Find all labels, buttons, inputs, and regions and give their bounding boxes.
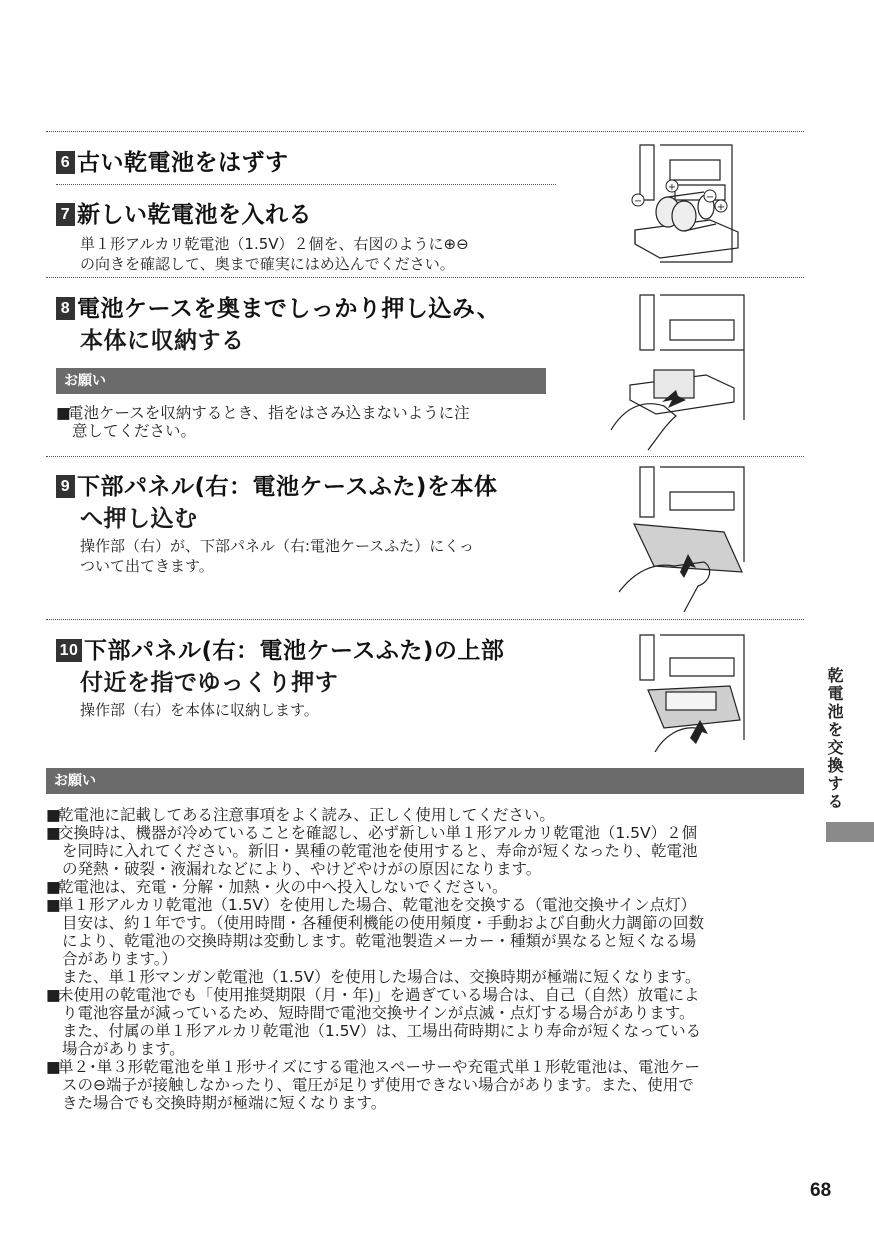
- step-number: 10: [56, 639, 82, 662]
- step-title-text: 古い乾電池をはずす: [77, 150, 289, 176]
- case-push-illustration: [606, 290, 750, 456]
- step-number: 7: [56, 203, 75, 226]
- notice-item: ■乾電池に記載してある注意事項をよく読み、正しく使用してください。: [46, 806, 555, 824]
- minus-icon: −: [633, 196, 643, 207]
- step-title-text: 下部パネル(右：電池ケースふた)を本体: [77, 474, 498, 500]
- step-10-title: [56, 636, 504, 666]
- step-number: 6: [56, 151, 75, 174]
- desc-line: ついて出てきます。: [80, 557, 214, 575]
- desc-line: 単１形アルカリ乾電池（1.5V）２個を、右図のように⊕⊖: [80, 235, 469, 253]
- notice-large-list: [46, 806, 704, 1112]
- step-10-title-cont: 付近を指でゆっくり押す: [80, 670, 339, 696]
- section-tab: 乾電池を交換する: [825, 667, 844, 811]
- bullet-square-icon: ■: [46, 896, 61, 914]
- step-number: 9: [56, 475, 75, 498]
- bullet-square-icon: ■: [46, 878, 61, 896]
- desc-line: 操作部（右）を本体に収納します。: [80, 701, 319, 719]
- desc-line: の向きを確認して、奥まで確実にはめ込んでください。: [80, 255, 455, 273]
- notice-item: ■乾電池は、充電・分解・加熱・火の中へ投入しないでください。: [46, 878, 508, 896]
- panel-storage-illustration: [630, 630, 750, 752]
- step-title-text: 電池ケースを奥までしっかり押し込み、: [77, 296, 501, 322]
- bullet-square-icon: ■: [46, 806, 61, 824]
- desc-line: 操作部（右）が、下部パネル（右:電池ケースふた）にくっ: [80, 537, 475, 555]
- notice-item: ■単１形アルカリ乾電池（1.5V）を使用した場合、乾電池を交換する（電池交換サイン点灯） 目安は、約１年です。（使用時間・各種便利機能の使用頻度・手動および自動火力調節の回数 により、乾電池の交換時期は変動します。乾電池製造メーカー・種類が異なると短くなる場 合があります。） また、単１形マンガン乾電池（1.5V）を使用した場合は、交換時期が極端に短くなります。: [46, 896, 705, 986]
- step-number: 8: [56, 297, 75, 320]
- separator: [46, 456, 804, 457]
- step-7-description: [80, 234, 469, 274]
- battery-insert-illustration: [620, 140, 750, 268]
- section-tab-marker: [826, 822, 874, 842]
- notice-small-item: ■電池ケースを収納するとき、指をはさみ込まないように注 意してください。: [56, 404, 470, 440]
- bullet-square-icon: ■: [46, 824, 61, 842]
- separator: [56, 184, 556, 185]
- notice-item: ■未使用の乾電池でも「使用推奨期限（月・年)」を過ぎている場合は、自己（自然）放電によ り電池容量が減っているため、短時間で電池交換サインが点滅・点灯する場合があります。 また、付属の単１形アルカリ乾電池（1.5V）は、工場出荷時期により寿命が短くなっている 場合があります。: [46, 986, 702, 1058]
- separator: [46, 277, 804, 278]
- separator: [46, 131, 804, 132]
- notice-header-small: お願い: [56, 368, 546, 394]
- minus-icon: −: [705, 192, 715, 203]
- bullet-square-icon: ■: [46, 986, 61, 1004]
- panel-push-illustration: [614, 462, 750, 616]
- step-8-title: [56, 294, 500, 324]
- step-6-title: [56, 148, 289, 178]
- step-9-description: [80, 536, 474, 576]
- plus-icon: +: [667, 182, 677, 193]
- separator: [46, 619, 804, 620]
- bullet-square-icon: ■: [56, 404, 71, 422]
- plus-icon: +: [716, 202, 726, 213]
- step-9-title: [56, 472, 497, 502]
- notice-item: ■交換時は、機器が冷めていることを確認し、必ず新しい単１形アルカリ乾電池（1.5V）２個 を同時に入れてください。新旧・異種の乾電池を使用すると、寿命が短くなったり、乾電池 の発熱・破裂・液漏れなどにより、やけどやけがの原因になります。: [46, 824, 698, 878]
- step-title-text: 新しい乾電池を入れる: [77, 202, 312, 228]
- step-10-description: [80, 700, 319, 720]
- step-title-text: 下部パネル(右：電池ケースふた)の上部: [84, 638, 505, 664]
- notice-item: ■単２･単３形乾電池を単１形サイズにする電池スペーサーや充電式単１形乾電池は、電池ケー スの⊖端子が接触しなかったり、電圧が足りず使用できない場合があります。また、使用で きた場合でも交換時期が極端に短くなります。: [46, 1058, 701, 1112]
- page-number: 68: [810, 1180, 832, 1201]
- step-9-title-cont: へ押し込む: [80, 506, 198, 532]
- step-8-title-cont: 本体に収納する: [80, 328, 245, 354]
- bullet-square-icon: ■: [46, 1058, 61, 1076]
- step-7-title: [56, 200, 312, 230]
- notice-header-large: お願い: [46, 768, 804, 794]
